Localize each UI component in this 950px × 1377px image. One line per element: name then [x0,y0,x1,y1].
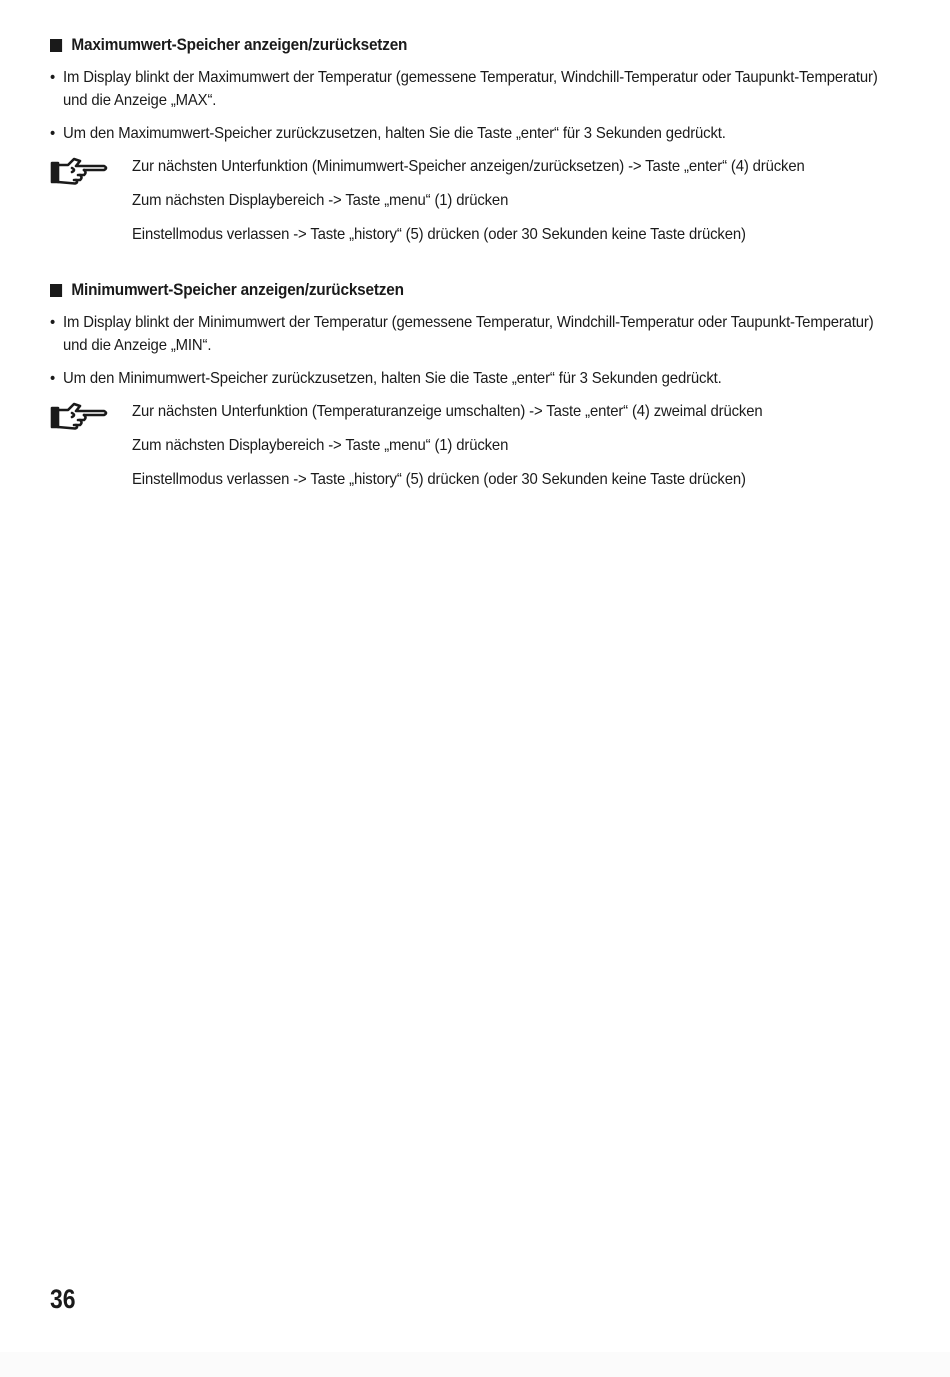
list-item [50,122,881,145]
section-heading-text: Maximumwert-Speicher anzeigen/zurücksetzen [71,36,408,54]
section-heading [50,279,822,301]
list-item-text: Um den Minimumwert-Speicher zurückzusetzen, halten Sie die Taste „enter“ für 3 Sekunden gedrückt. [63,370,722,387]
section-heading-text: Minimumwert-Speicher anzeigen/zurücksetzen [71,281,404,299]
note-line: Zum nächsten Displaybereich -> Taste „menu“ (1) drücken [132,437,509,454]
page-number: 36 [50,1284,76,1314]
page-content [50,34,880,524]
bullet-list [50,66,880,145]
section-heading [50,34,822,56]
list-item [50,311,881,357]
note-block [50,155,880,257]
square-bullet-icon [50,284,62,297]
bottom-margin-strip [0,1352,950,1377]
bullet-dot: • [50,314,56,331]
bullet-list [50,311,880,390]
list-item [50,367,881,390]
bullet-dot: • [50,125,56,142]
note-line: Zum nächsten Displaybereich -> Taste „menu“ (1) drücken [132,192,509,209]
note-lines [132,400,810,502]
note-line: Zur nächsten Unterfunktion (Minimumwert-Speicher anzeigen/zurücksetzen) -> Taste „enter“ (4) drücken [132,158,805,175]
pointing-hand-icon [50,400,110,430]
list-item-text: Um den Maximumwert-Speicher zurückzusetzen, halten Sie die Taste „enter“ für 3 Sekunden gedrückt. [63,125,726,142]
section-minimum [50,279,880,502]
note-line: Einstellmodus verlassen -> Taste „history“ (5) drücken (oder 30 Sekunden keine Taste drücken) [132,226,746,243]
bullet-dot: • [50,370,56,387]
note-line: Einstellmodus verlassen -> Taste „history“ (5) drücken (oder 30 Sekunden keine Taste drücken) [132,471,746,488]
bullet-dot: • [50,69,56,86]
note-line: Zur nächsten Unterfunktion (Temperaturanzeige umschalten) -> Taste „enter“ (4) zweimal drücken [132,403,763,420]
note-lines [132,155,855,257]
list-item-text: Im Display blinkt der Maximumwert der Temperatur (gemessene Temperatur, Windchill-Temperatur oder Taupunkt-Temperatur) und die Anzeige „MAX“. [63,69,878,109]
note-block [50,400,880,502]
square-bullet-icon [50,39,62,52]
list-item-text: Im Display blinkt der Minimumwert der Temperatur (gemessene Temperatur, Windchill-Temperatur oder Taupunkt-Temperatur) und die Anzeige „MIN“. [63,314,874,354]
section-maximum [50,34,880,257]
list-item [50,66,881,112]
pointing-hand-icon [50,155,110,185]
